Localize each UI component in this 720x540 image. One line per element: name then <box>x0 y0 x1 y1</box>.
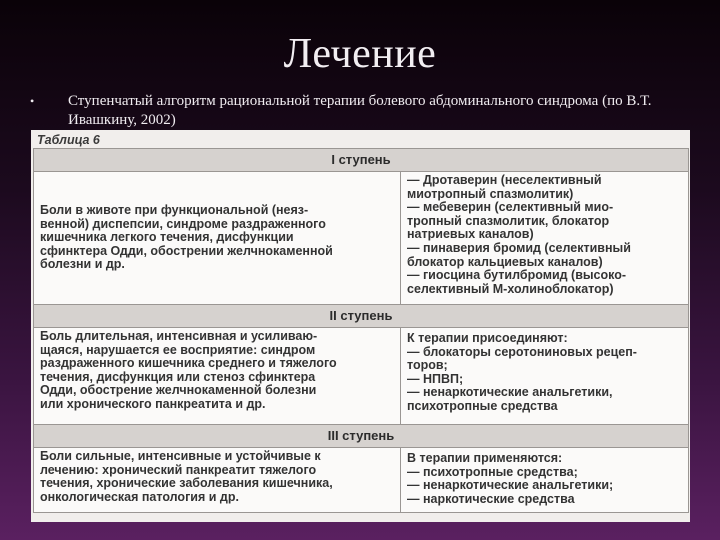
table-row <box>34 172 688 305</box>
stage-3-therapy: В терапии применяются: — психотропные средства; — ненаркотические анальгетики; — наркотические средства <box>407 451 614 506</box>
slide-title: Лечение <box>283 31 437 77</box>
table-caption: Таблица 6 <box>37 133 100 147</box>
table-grid <box>33 148 689 513</box>
stage-1-indications: Боли в животе при функциональной (неяз- венной) диспепсии, синдроме раздраженного кишечника легкого течения, дисфункции сфинктера Одди, обострении желчнокаменной болезни и др. <box>34 172 401 304</box>
stage-2-therapy: К терапии присоединяют: — блокаторы серотониновых рецеп- торов; — НПВП; — ненаркотические анальгетики, психотропные средства <box>407 331 637 413</box>
stage-1-therapy: — Дротаверин (неселективный миотропный спазмолитик) — мебеверин (селективный мио- тропный спазмолитик, блокатор натриевых каналов) — пинаверия бромид (селективный блокатор кальциевых каналов) — гиосцина бутилбромид (высоко- селективный М-холиноблокатор) <box>407 173 631 296</box>
bullet-marker: • <box>30 94 35 108</box>
bullet-item <box>30 92 690 130</box>
treatment-table <box>31 130 690 522</box>
stage-header-1: I ступень <box>34 149 688 172</box>
table-row <box>34 328 688 425</box>
table-row <box>34 448 688 512</box>
stage-2-indications: Боль длительная, интенсивная и усиливаю- щаяся, нарушается ее восприятие: синдром раздраженного кишечника среднего и тяжелого течения, дисфункция или стеноз сфинктера Одди, обострение желчнокаменной болезни или хронического панкреатита и др. <box>34 328 401 424</box>
stage-3-indications: Боли сильные, интенсивные и устойчивые к лечению: хронический панкреатит тяжелого течения, хронические заболевания кишечника, онкологическая патология и др. <box>34 448 401 512</box>
stage-header-2: II ступень <box>34 305 688 328</box>
stage-header-3: III ступень <box>34 425 688 448</box>
bullet-text: Ступенчатый алгоритм рациональной терапии болевого абдоминального синдрома (по В.Т. Ивашкину, 2002) <box>68 93 652 128</box>
